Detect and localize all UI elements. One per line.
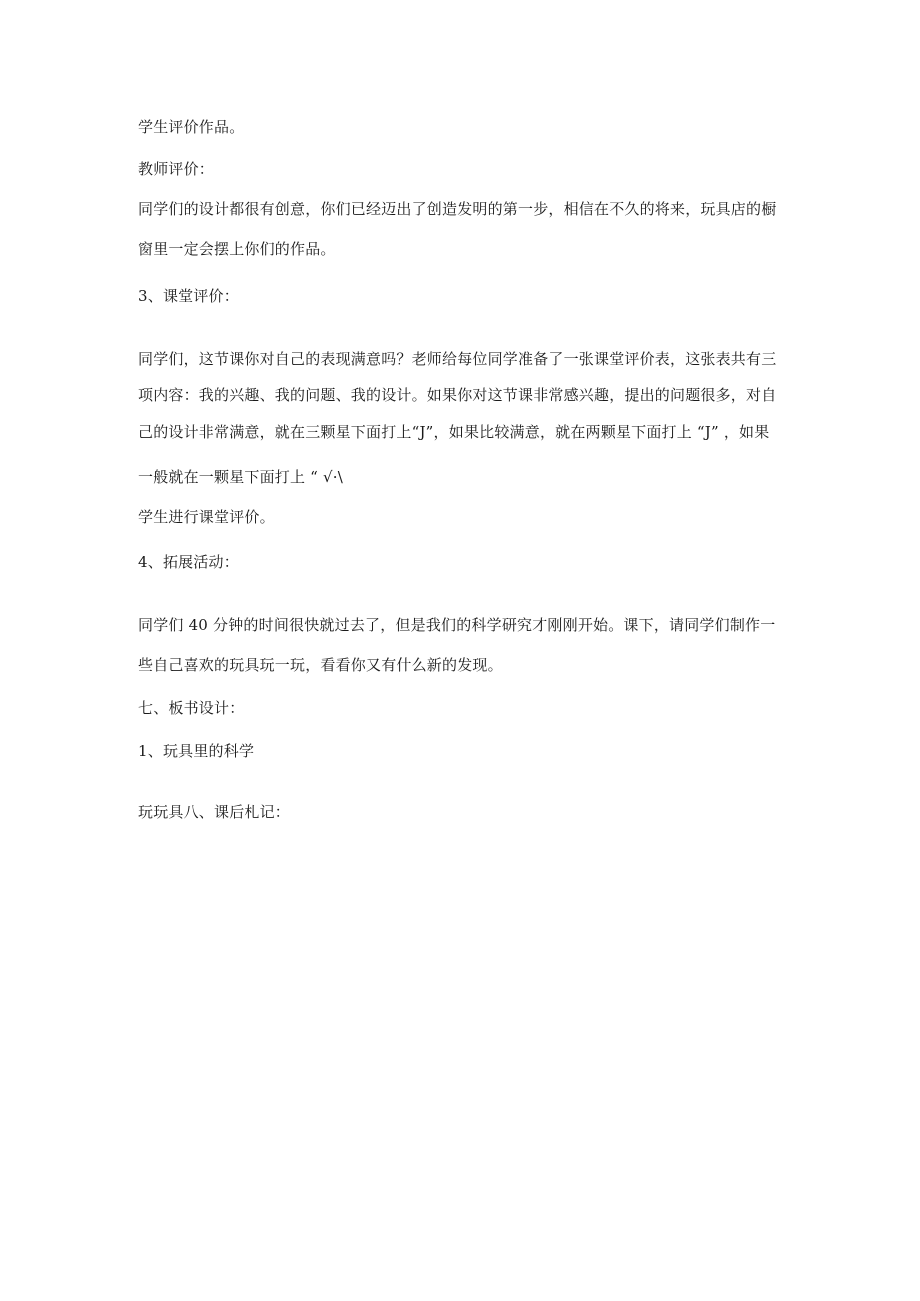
text-line: 窗里一定会摆上你们的作品。 bbox=[138, 240, 336, 258]
text-line: 己的设计非常满意，就在三颗星下面打上“J”，如果比较满意，就在两颗星下面打上 “J” ，如果 bbox=[138, 423, 770, 441]
text-line: 同学们，这节课你对自己的表现满意吗？老师给每位同学准备了一张课堂评价表，这张表共有三 bbox=[138, 350, 777, 368]
text-line: 一般就在一颗星下面打上 “ √·\ bbox=[138, 468, 343, 486]
section-heading: 七、板书设计： bbox=[138, 699, 245, 717]
text-line: 1、玩具里的科学 bbox=[138, 742, 255, 760]
section-heading: 3、课堂评价： bbox=[138, 287, 239, 305]
text-line: 玩玩具八、课后札记： bbox=[138, 803, 291, 821]
text-line: 同学们 40 分钟的时间很快就过去了，但是我们的科学研究才刚刚开始。课下，请同学们制作一 bbox=[138, 616, 776, 634]
text-line: 学生进行课堂评价。 bbox=[138, 508, 275, 526]
text-line: 项内容：我的兴趣、我的问题、我的设计。如果你对这节课非常感兴趣，提出的问题很多，对自 bbox=[138, 386, 777, 404]
text-line: 些自己喜欢的玩具玩一玩，看看你又有什么新的发现。 bbox=[138, 656, 503, 674]
text-line: 教师评价： bbox=[138, 160, 215, 178]
section-heading: 4、拓展活动： bbox=[138, 553, 239, 571]
text-line: 学生评价作品。 bbox=[138, 118, 245, 136]
text-line: 同学们的设计都很有创意，你们已经迈出了创造发明的第一步，相信在不久的将来，玩具店的橱 bbox=[138, 200, 777, 218]
